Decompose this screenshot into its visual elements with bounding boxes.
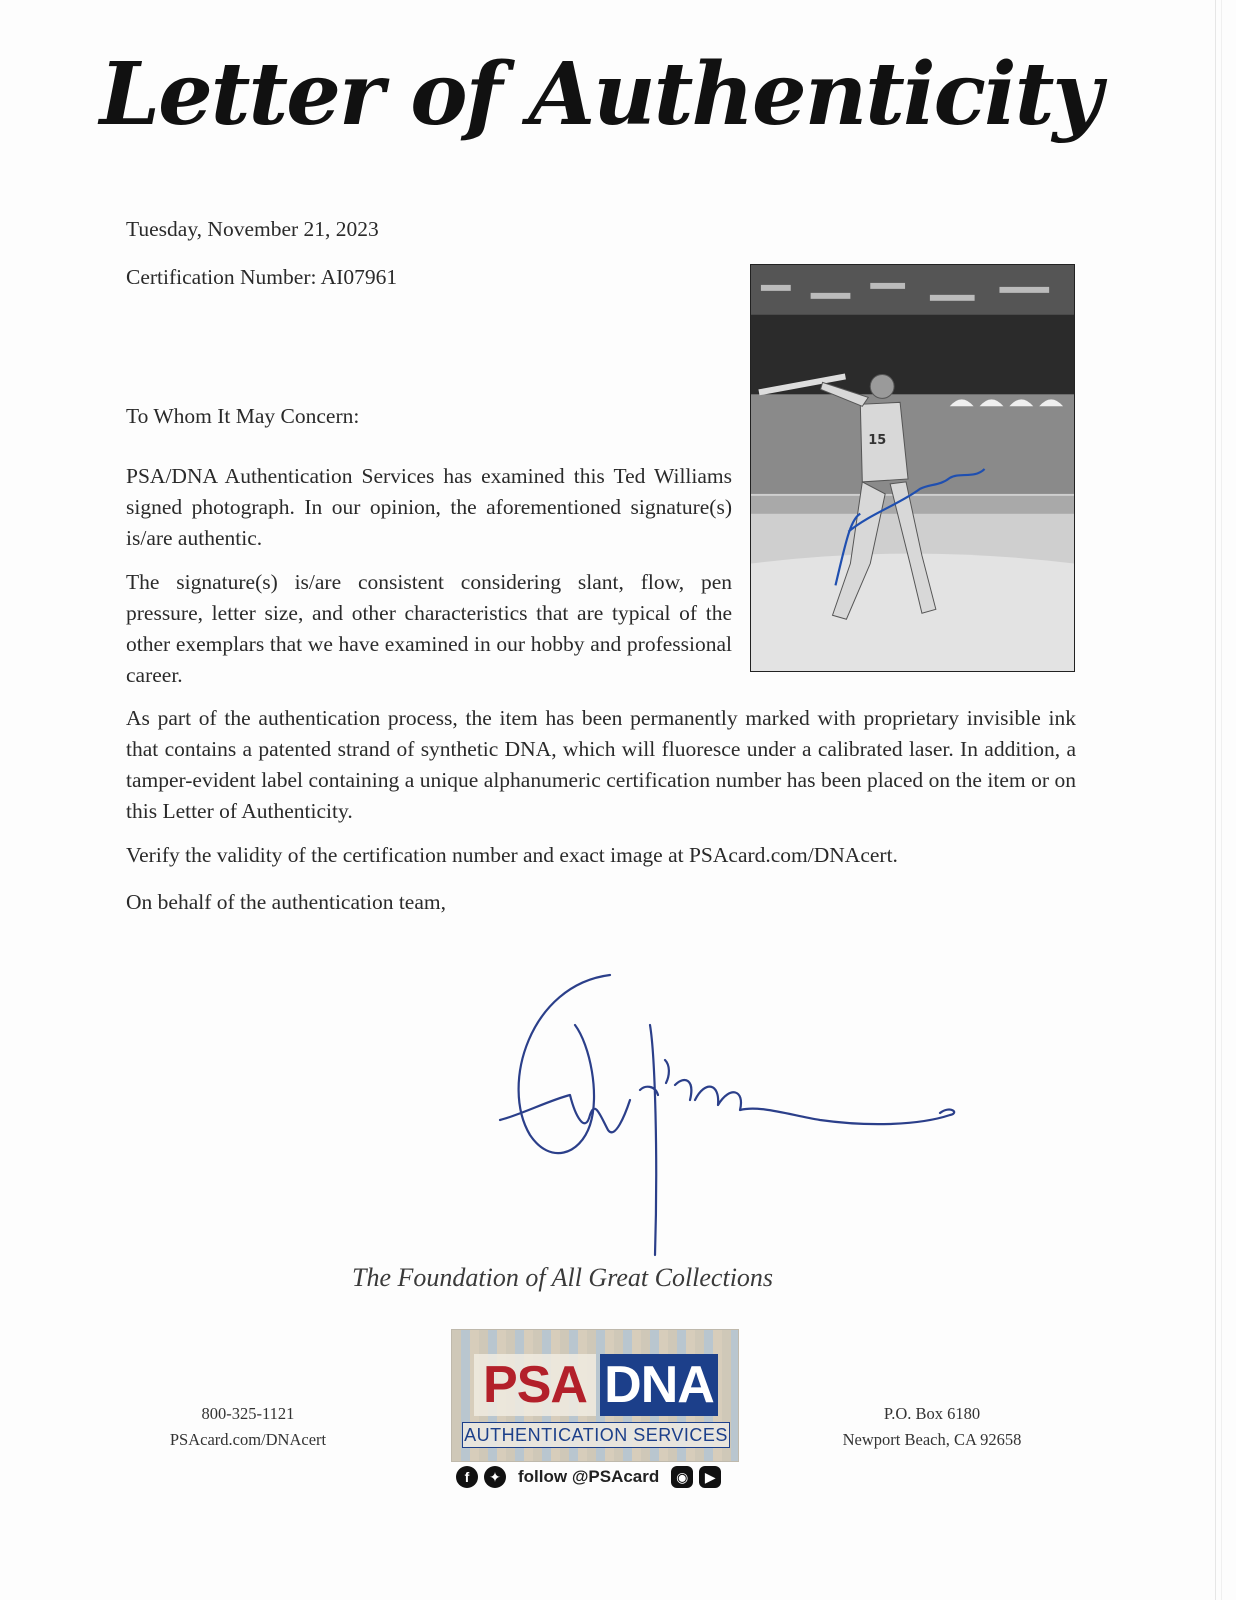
- handwritten-signature: [490, 965, 980, 1285]
- logo-subtitle: AUTHENTICATION SERVICES: [462, 1422, 730, 1448]
- city-address: Newport Beach, CA 92658: [842, 1430, 1022, 1449]
- tagline: The Foundation of All Great Collections: [352, 1263, 774, 1292]
- title-text: Letter of Authenticity: [99, 44, 1101, 145]
- po-box: P.O. Box 6180: [883, 1404, 981, 1423]
- salutation: To Whom It May Concern:: [126, 404, 360, 428]
- paragraph-examined: PSA/DNA Authentication Services has examined this Ted Williams signed photograph. In our opinion, the aforementioned signature(s) is/are authentic.: [126, 464, 732, 550]
- youtube-icon[interactable]: ▶: [699, 1466, 721, 1488]
- phone-number: 800-325-1121: [201, 1404, 295, 1423]
- letter-date: Tuesday, November 21, 2023: [126, 217, 379, 241]
- logo-dna: DNA: [600, 1354, 718, 1416]
- social-handle[interactable]: follow @PSAcard: [518, 1467, 660, 1486]
- instagram-icon[interactable]: ◉: [671, 1466, 693, 1488]
- page-edge-inner: [1221, 0, 1222, 1600]
- paragraph-verify: Verify the validity of the certification number and exact image at PSAcard.com/DNAcert.: [126, 843, 898, 867]
- logo-psa: PSA: [474, 1354, 596, 1416]
- jersey-number: 15: [868, 433, 887, 449]
- paragraph-process: As part of the authentication process, the item has been permanently marked with proprietary invisible ink that contains a patented strand of synthetic DNA, which will fluoresce under a calibrated laser. In addition, a tamper-evident label containing a unique alphanumeric certification number has been placed on the item or on this Letter of Authenticity.: [126, 706, 1076, 823]
- document-title: [99, 32, 1101, 182]
- twitter-icon[interactable]: ✦: [484, 1466, 506, 1488]
- paragraph-consistency: The signature(s) is/are consistent considering slant, flow, pen pressure, letter size, and other characteristics that are typical of the other exemplars that we have examined in our hobby and professional career.: [126, 570, 732, 687]
- website-link[interactable]: PSAcard.com/DNAcert: [169, 1430, 327, 1449]
- contact-right: [812, 1401, 1052, 1453]
- page-edge: [1215, 0, 1216, 1600]
- facebook-icon[interactable]: f: [456, 1466, 478, 1488]
- certification-number: Certification Number: AI07961: [126, 265, 398, 289]
- closing-line: On behalf of the authentication team,: [126, 890, 446, 914]
- contact-left: [148, 1401, 348, 1453]
- signed-photo: [750, 264, 1075, 672]
- psa-dna-logo: [451, 1329, 739, 1462]
- social-follow: [456, 1463, 721, 1491]
